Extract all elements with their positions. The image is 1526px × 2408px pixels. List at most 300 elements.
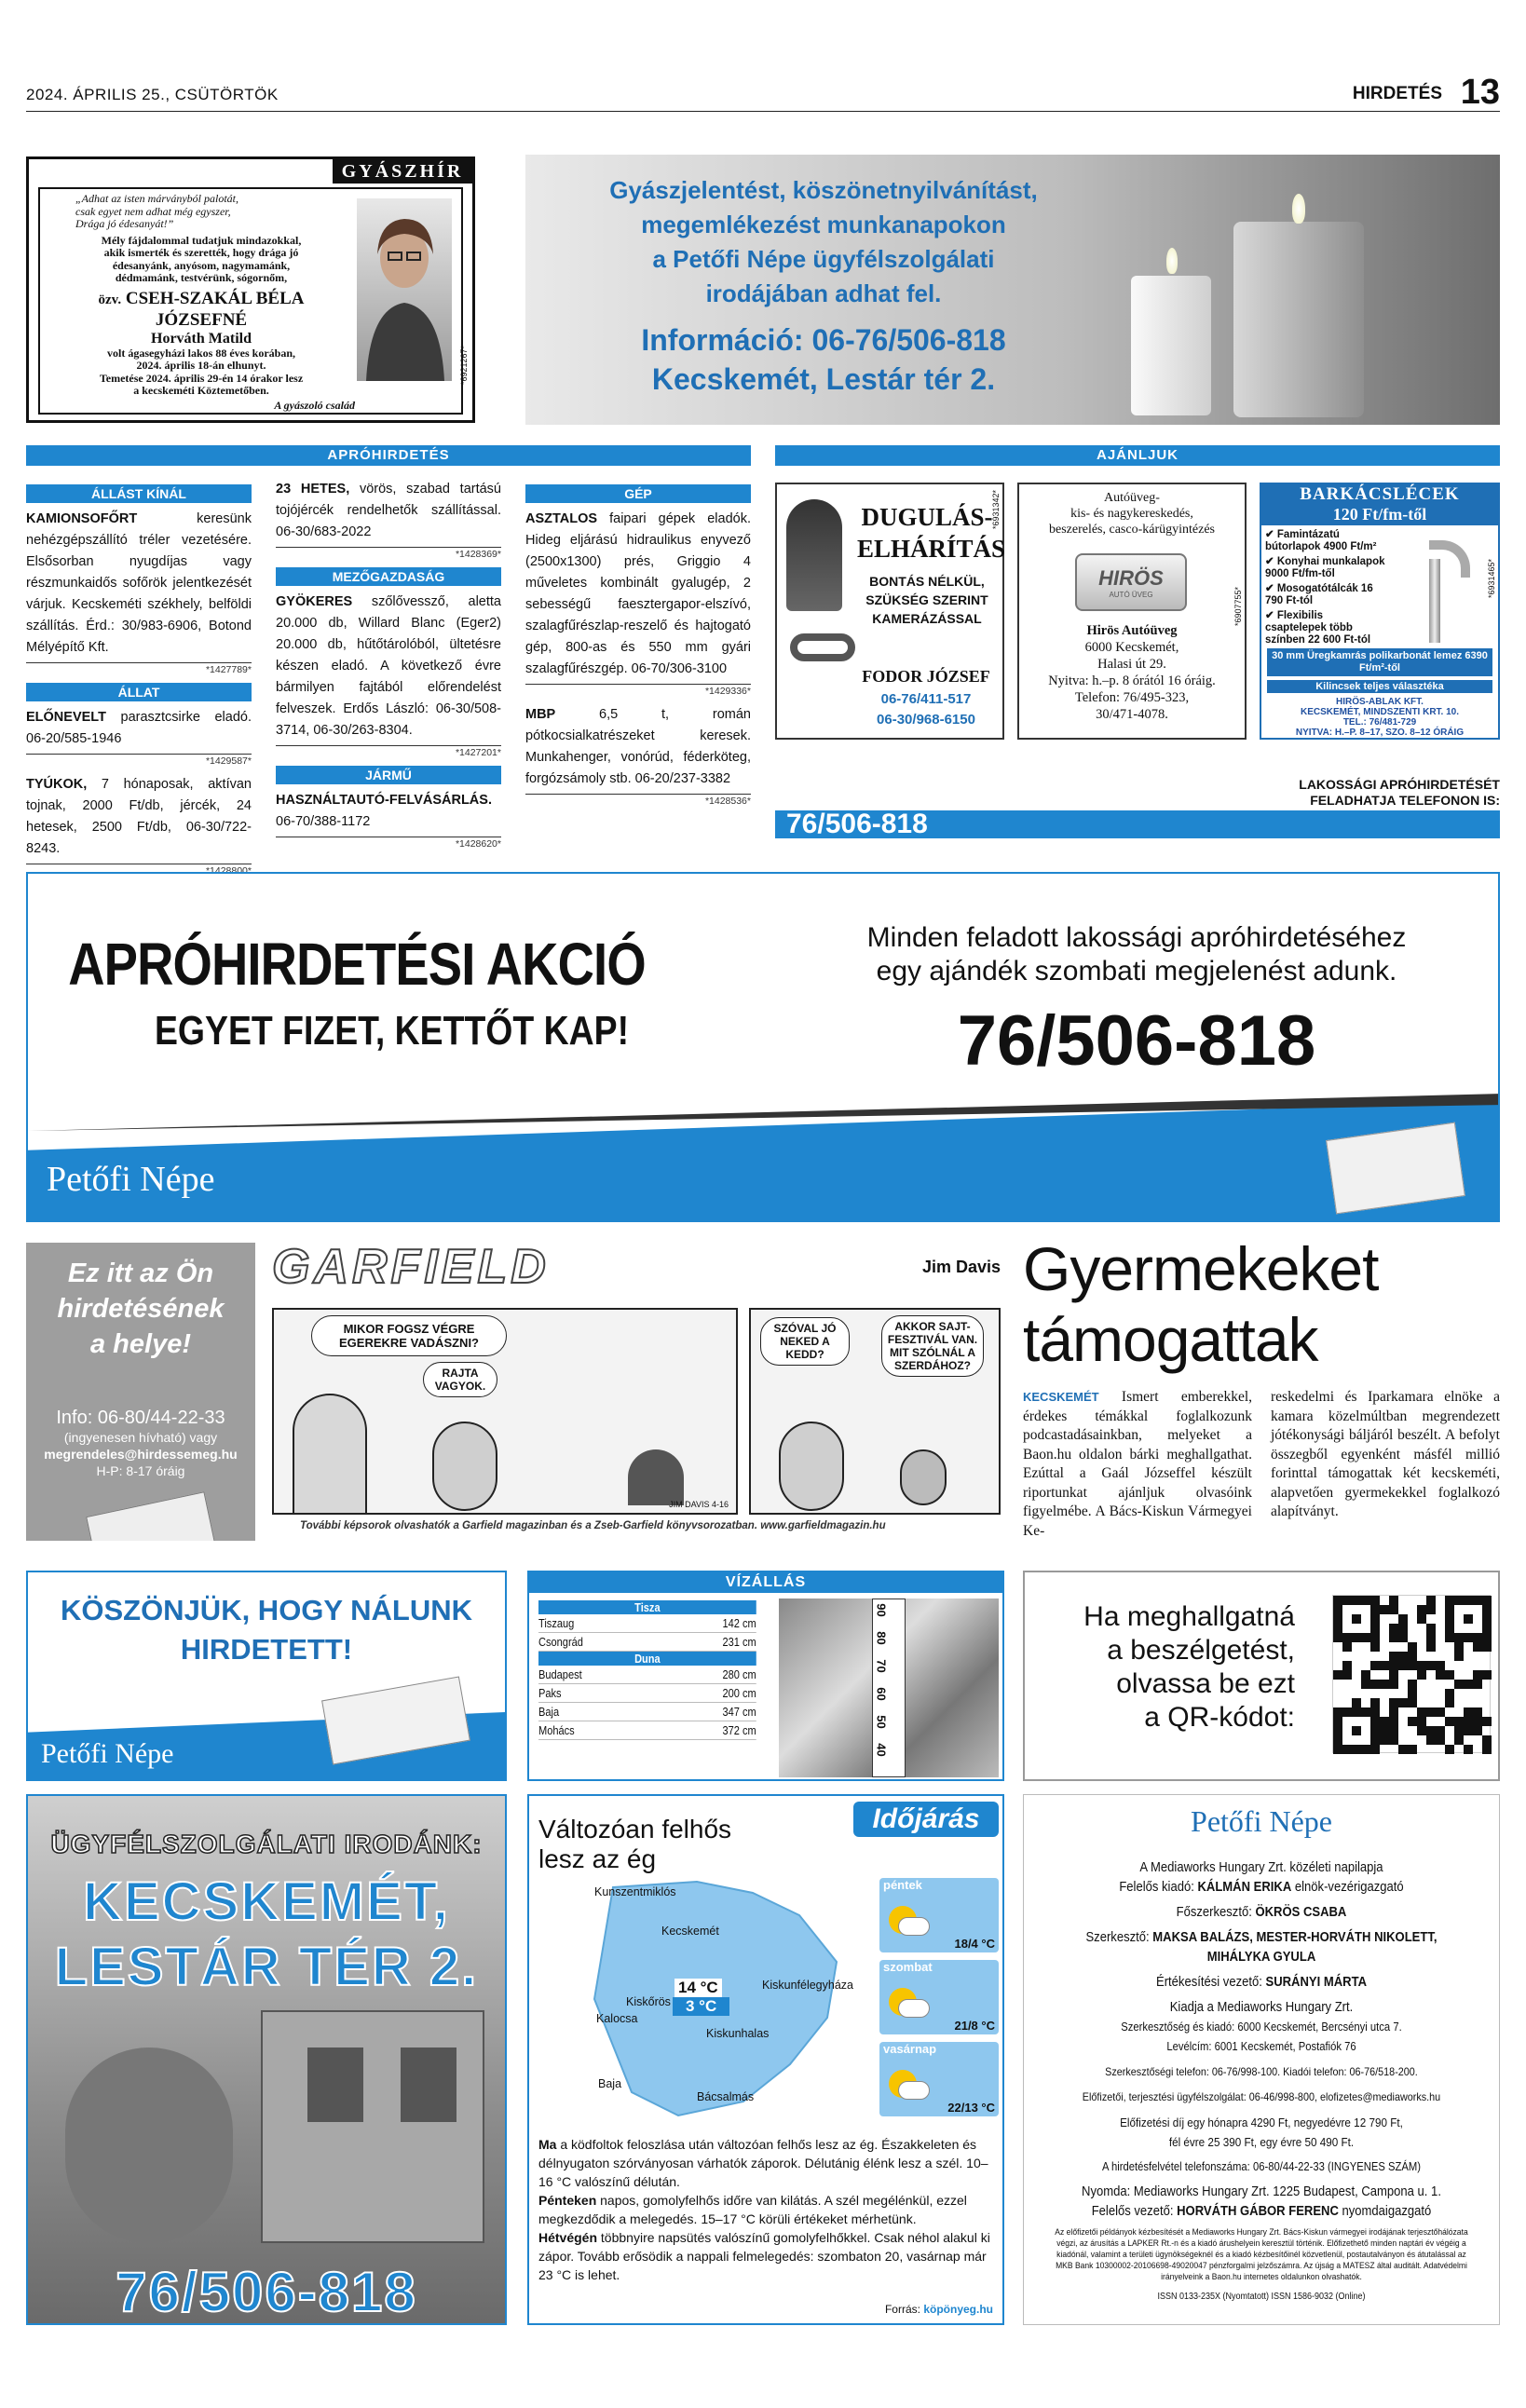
obituary xyxy=(26,156,475,423)
qr-module xyxy=(1454,1596,1464,1605)
qr-module xyxy=(1380,1717,1389,1726)
thanks-brand: Petőfi Népe xyxy=(41,1738,174,1769)
hiros-line: beszerelés, casco-kárügyintézés xyxy=(1048,523,1215,537)
qr-module xyxy=(1398,1698,1408,1707)
qr-module xyxy=(1361,1596,1370,1605)
action-title: APRÓHIRDETÉSI AKCIÓ xyxy=(68,931,646,998)
hiros-addr-line: Halasi út 29. xyxy=(1097,657,1166,672)
forecast-temp: 21/8 °C xyxy=(954,2019,995,2033)
category-header: JÁRMŰ xyxy=(276,766,501,784)
imprint-brand: Petőfi Népe xyxy=(1191,1804,1332,1838)
qr-module xyxy=(1473,1670,1482,1680)
qr-module xyxy=(1482,1614,1492,1624)
window xyxy=(401,2047,456,2122)
qr-module xyxy=(1361,1680,1370,1689)
qr-module xyxy=(1454,1735,1464,1745)
qr-module xyxy=(1464,1680,1473,1689)
obituary-label: GYÁSZHÍR xyxy=(333,159,472,184)
ad-code: *1428800* xyxy=(26,864,252,877)
gauge-label: 80 xyxy=(874,1631,889,1645)
notice-text xyxy=(525,173,1122,399)
forecast-day-name: vasárnap xyxy=(883,2042,937,2056)
water-river-1: Tisza xyxy=(538,1600,756,1614)
article-title: Gyermekeket támogattak xyxy=(1023,1234,1379,1374)
qr-module xyxy=(1408,1717,1417,1726)
forecast-temp: 18/4 °C xyxy=(954,1937,995,1951)
qr-line: a QR-kódot: xyxy=(1144,1702,1295,1733)
dugulas-sub-line: BONTÁS NÉLKÜL, xyxy=(869,574,985,589)
qr-module xyxy=(1445,1670,1454,1680)
article-col-1: KECSKEMÉT Ismert emberekkel, érdekes témákkal foglalkozunk podcastadásainkban, melyeket a Baon.hu oldalon bárki meghallgathat. Ezúttal a Gaál Józseffel készült riportunkat ajánljuk olvasóink figyelmébe. A Bács-Kiskun Vármegyei Ke- xyxy=(1023,1389,1252,1539)
qr-module xyxy=(1426,1633,1436,1642)
qr-module xyxy=(1398,1745,1408,1754)
ad-code: *1427789* xyxy=(26,662,252,675)
classified-ad: ASZTALOS faipari gépek eladók. Hideg eljárású hidraulikus enyvező (2500x1300) prés, Griggio 4 műveletes kombinált gyalugép, 2 sebességű faesztergapor-elszívó, szalagfűrészlap-reszelő és hajtogató gép, 800-as és 550 mm gyári szalagfűrészgép. 06-70/306-3100 xyxy=(525,511,751,676)
qr-module xyxy=(1464,1717,1473,1726)
jon-figure xyxy=(293,1394,367,1515)
forecast-days xyxy=(879,1878,999,2129)
qr-module xyxy=(1352,1745,1361,1754)
classified-ad: ELŐNEVELT parasztcsirke eladó. 06-20/585-1946 xyxy=(26,710,252,746)
qr-module xyxy=(1333,1717,1342,1726)
panel-2 xyxy=(749,1308,1001,1515)
hiros-code: *6907755* xyxy=(1233,587,1243,627)
qr-module xyxy=(1445,1689,1454,1698)
qr-module xyxy=(1445,1596,1454,1605)
qr-module xyxy=(1482,1642,1492,1652)
water-level xyxy=(527,1571,1004,1781)
cloud-icon xyxy=(898,1917,930,1936)
qr-module xyxy=(1482,1745,1492,1754)
obituary-intro-line: dédmamánk, testvérünk, sógornőm, xyxy=(115,271,288,284)
qr-module xyxy=(1454,1680,1464,1689)
barkacs-ad xyxy=(1260,483,1500,740)
map-city: Kecskemét xyxy=(661,1925,719,1938)
hiros-logo: HIRÖS AUTÓ ÜVEG xyxy=(1075,553,1187,611)
obituary-intro-line: akik ismerték és szerették, hogy drága jó xyxy=(103,246,299,259)
action-band xyxy=(28,1101,1500,1222)
hiros-phone-line: Telefon: 76/495-323, xyxy=(1074,690,1190,705)
forecast-day xyxy=(879,1960,999,2034)
qr-module xyxy=(1445,1633,1454,1642)
qr-module xyxy=(1389,1596,1398,1605)
qr-module xyxy=(1370,1698,1380,1707)
qr-module xyxy=(1408,1661,1417,1670)
qr-module xyxy=(1426,1624,1436,1633)
classified-ad: 23 HETES, vörös, szabad tartású tojójércék rendelhetők szállítással. 06-30/683-2022 xyxy=(276,482,501,539)
qr-module xyxy=(1436,1661,1445,1670)
action-desc-1: Minden feladott lakossági apróhirdetéséhez xyxy=(866,922,1407,953)
article-col-2: reskedelmi és Iparkamara elnöke a kamara közelmúltban megrendezett jótékonysági báljáról beszélt. A befolyt összegből egyenként másfél millió forinttal támogattak két kecskeméti, alapvetően gyermekekkel foglalkozó alapítványt. xyxy=(1271,1389,1500,1519)
qr-module xyxy=(1370,1633,1380,1642)
qr-module xyxy=(1464,1633,1473,1642)
water-row: Tiszaug 142 cm xyxy=(538,1614,756,1633)
qr-module xyxy=(1370,1605,1380,1614)
office-ad xyxy=(26,1794,507,2325)
qr-module xyxy=(1454,1642,1464,1652)
action-banner xyxy=(26,872,1500,1222)
phone-note-text: LAKOSSÁGI APRÓHIRDETÉSÉT FELADHATJA TELEFONON IS: xyxy=(1299,777,1500,808)
speech-bubble: SZÓVAL JÓ NEKED A KEDD? xyxy=(760,1317,850,1366)
qr-module xyxy=(1436,1735,1445,1745)
gauge-label: 50 xyxy=(874,1715,889,1729)
qr-module xyxy=(1370,1745,1380,1754)
qr-module xyxy=(1370,1614,1380,1624)
qr-module xyxy=(1333,1745,1342,1754)
obituary-detail-line: a kecskeméti Köztemetőben. xyxy=(133,384,269,397)
category-header: MEZŐGAZDASÁG xyxy=(276,567,501,586)
obituary-sign: A gyászoló család xyxy=(274,398,355,412)
qr-module xyxy=(1436,1726,1445,1735)
classified-ad: KAMIONSOFŐRT keresünk nehézgépszállító tréler vezetésére. Elsősorban nyugdíjas vagy részmunkaidős sofőrök jelentkezését várjuk. Kecskeméti székhely, belföldi szállítás. Érd.: 30/983-6906, Botond Mélyépítő Kft. xyxy=(26,511,252,655)
header-section: HIRDETÉS xyxy=(1352,84,1442,103)
candles-image xyxy=(1103,155,1500,425)
weather-paragraph: Ma a ködfoltok feloszlása után változóan felhős lesz az ég. Északkeleten és délnyugaton szórványosan várhatók záporok. Délutánig élénk lesz a szél. 10–16 °C valószínű délután. xyxy=(538,2137,988,2189)
notice-address: Kecskemét, Lestár tér 2. xyxy=(651,362,996,396)
garfield-footer: További képsorok olvashatók a Garfield magazinban és a Zseb-Garfield könyvsorozatban. www.garfieldmagazin.hu xyxy=(300,1520,886,1531)
classified-ad: TYÚKOK, 7 hónaposak, aktívan tojnak, 2000 Ft/db, jércék, 24 hetesek, 2500 Ft/db, 06-30/722-8243. xyxy=(26,777,252,856)
hiros-lines xyxy=(1027,490,1237,537)
qr-module xyxy=(1417,1717,1426,1726)
barkacs-item: ✔ Famintázatú bútorlapok 4900 Ft/m² xyxy=(1265,529,1377,552)
classified-ad: GYÖKERES szőlővessző, aletta 20.000 db, Willard Blanc (Eger2) 20.000 db, hűtőtárolóból, ültetésre készen eladó. A következő évre bármilyen fajtából előrendelést felveszek. Erdős László: 06-30/508-3714, 06-30/263-8304. xyxy=(276,594,501,738)
qr-module xyxy=(1352,1707,1361,1717)
qr-module xyxy=(1454,1717,1464,1726)
flame-2 xyxy=(1292,194,1305,224)
qr-module xyxy=(1426,1605,1436,1614)
qr-module xyxy=(1342,1745,1352,1754)
classified-ad: HASZNÁLTAUTÓ-FELVÁSÁRLÁS. 06-70/388-1172 xyxy=(276,793,492,829)
hiros-line: kis- és nagykereskedés, xyxy=(1070,507,1193,521)
weather-paragraph: Pénteken napos, gomolyfelhős időre van kilátás. A szél megélénkül, ezzel megkezdődik a melegedés. 15–17 °C körüli értékeket mérhetünk. xyxy=(538,2193,967,2226)
header-date: 2024. ÁPRILIS 25., CSÜTÖRTÖK xyxy=(26,86,279,103)
offer-title: AJÁNLJUK xyxy=(775,445,1500,466)
thanks-ad xyxy=(26,1571,507,1781)
garfield-sign: JIM DAVIS 4-16 xyxy=(669,1500,729,1509)
mousehole xyxy=(628,1449,684,1505)
weather-paragraph: Hétvégén többnyire napsütés valószínű gomolyfelhőkkel. Csak néhol alakul ki zápor. Tovább erősödik a nappali felmelegedés: szombaton 20, vasárnap már 23 °C is lehet. xyxy=(538,2230,990,2282)
qr-module xyxy=(1370,1596,1380,1605)
qr-module xyxy=(1445,1624,1454,1633)
garfield-author: Jim Davis xyxy=(921,1258,1001,1276)
qr-module xyxy=(1333,1633,1342,1642)
obituary-text xyxy=(48,193,355,412)
qr-module xyxy=(1352,1698,1361,1707)
dugulas-title: DUGULÁS- ELHÁRÍTÁS xyxy=(857,503,1006,563)
qr-module xyxy=(1482,1596,1492,1605)
weather-source: Forrás: köpönyeg.hu xyxy=(884,2303,993,2316)
qr-module xyxy=(1473,1596,1482,1605)
qr-module xyxy=(1333,1614,1342,1624)
barkacs-code: *6931465* xyxy=(1487,559,1496,599)
qr-module xyxy=(1352,1596,1361,1605)
qr-module xyxy=(1408,1698,1417,1707)
gauge-ruler xyxy=(872,1599,906,1777)
dugulas-phone-1: 06-76/411-517 xyxy=(880,691,972,707)
gauge-label: 90 xyxy=(874,1603,889,1617)
gauge-label: 60 xyxy=(874,1687,889,1701)
obituary-intro-line: édesanyánk, anyósom, nagymamánk, xyxy=(112,258,291,272)
ad-code: *1429587* xyxy=(26,754,252,767)
adspace-ad xyxy=(26,1243,255,1541)
qr-module xyxy=(1417,1605,1426,1614)
qr-module xyxy=(1380,1605,1389,1614)
map-city: Bácsalmás xyxy=(697,2090,755,2103)
classifieds-col-3 xyxy=(525,479,751,814)
qr-module xyxy=(1473,1726,1482,1735)
qr-module xyxy=(1445,1745,1454,1754)
window xyxy=(307,2047,363,2122)
classifieds-col-1 xyxy=(26,479,252,884)
map-city: Baja xyxy=(598,2077,622,2090)
obituary-photo xyxy=(357,198,452,381)
article xyxy=(1023,1233,1500,1550)
hiros-ad xyxy=(1017,483,1247,740)
qr-module xyxy=(1417,1707,1426,1717)
category-header: ÁLLÁST KÍNÁL xyxy=(26,484,252,503)
qr-module xyxy=(1333,1670,1342,1680)
office-title: ÜGYFÉLSZOLGÁLATI IRODÁNK: xyxy=(50,1830,483,1858)
qr-module xyxy=(1389,1680,1398,1689)
qr-module xyxy=(1445,1614,1454,1624)
qr-module xyxy=(1445,1698,1454,1707)
qr-module xyxy=(1389,1735,1398,1745)
water-row: Mohács 372 cm xyxy=(538,1721,756,1740)
qr-module xyxy=(1333,1605,1342,1614)
garfield-figure xyxy=(779,1422,844,1511)
qr-line: Ha meghallgatná xyxy=(1083,1601,1295,1632)
building xyxy=(261,2010,484,2243)
qr-module xyxy=(1380,1726,1389,1735)
ad-code: *1427201* xyxy=(276,745,501,758)
qr-module xyxy=(1389,1717,1398,1726)
speech-bubble: MIKOR FOGSZ VÉGRE EGEREKRE VADÁSZNI? xyxy=(311,1315,507,1356)
map-city: Kunszentmiklós xyxy=(594,1885,676,1898)
obituary-poem-line: Drága jó édesanyát!” xyxy=(75,217,174,230)
qr-module xyxy=(1333,1596,1342,1605)
qr-module xyxy=(1464,1614,1473,1624)
barkacs-items xyxy=(1265,529,1386,649)
weather-map xyxy=(557,1878,865,2120)
cloud-icon xyxy=(898,2081,930,2100)
obituary-poem-line: csak egyet nem adhat még egyszer, xyxy=(75,204,231,218)
barkacs-promo-2: Kilincsek teljes választéka xyxy=(1267,680,1492,693)
water-table xyxy=(538,1600,756,1740)
notice-line: irodájában adhat fel. xyxy=(705,279,942,307)
hiros-line: Autóüveg- xyxy=(1104,491,1160,505)
candle-1 xyxy=(1131,276,1211,415)
qr-module xyxy=(1454,1726,1464,1735)
qr-module xyxy=(1380,1735,1389,1745)
thanks-text: KÖSZÖNJÜK, HOGY NÁLUNK HIRDETETT! xyxy=(60,1594,473,1666)
forecast-temp: 22/13 °C xyxy=(947,2101,995,2115)
action-desc-2: egy ajándék szombati megjelenést adunk. xyxy=(876,956,1397,986)
map-city: Kiskunhalas xyxy=(706,2027,770,2040)
qr-module xyxy=(1389,1726,1398,1735)
qr-module xyxy=(1426,1726,1436,1735)
phone-note-number: 76/506-818 xyxy=(786,809,928,839)
qr-module xyxy=(1464,1596,1473,1605)
mouse-figure xyxy=(900,1449,947,1505)
temp-min: 3 °C xyxy=(673,1997,729,2016)
qr-module xyxy=(1445,1605,1454,1614)
adspace-info: Info: 06-80/44-22-33 (ingyenesen hívható) vagy megrendeles@hirdessemeg.hu H-P: 8-17 óráig xyxy=(44,1408,238,1478)
dugulas-sub xyxy=(857,572,997,628)
qr-module xyxy=(1370,1726,1380,1735)
qr-line: a beszélgetést, xyxy=(1107,1635,1295,1666)
qr-module xyxy=(1370,1661,1380,1670)
ad-code: *1429336* xyxy=(525,684,751,697)
qr-module xyxy=(1482,1670,1492,1680)
obituary-intro-line: Mély fájdalommal tudatjuk mindazokkal, xyxy=(101,233,302,247)
water-row: Paks 200 cm xyxy=(538,1684,756,1703)
obituary-details xyxy=(48,347,355,398)
dugulas-name: FODOR JÓZSEF xyxy=(862,667,990,686)
qr-module xyxy=(1342,1596,1352,1605)
qr-module xyxy=(1408,1680,1417,1689)
qr-module xyxy=(1417,1614,1426,1624)
qr-module xyxy=(1380,1680,1389,1689)
qr-line: olvassa be ezt xyxy=(1116,1668,1295,1699)
weather xyxy=(527,1794,1004,2325)
candle-2 xyxy=(1233,222,1364,417)
water-row: Budapest 280 cm xyxy=(538,1666,756,1684)
qr-module xyxy=(1482,1633,1492,1642)
newspaper-icon xyxy=(86,1491,218,1541)
ad-code: *1428536* xyxy=(525,794,751,807)
qr-module xyxy=(1408,1689,1417,1698)
water-row: Csongrád 231 cm xyxy=(538,1633,756,1652)
qr-module xyxy=(1473,1707,1482,1717)
qr-module xyxy=(1408,1652,1417,1661)
qr-module xyxy=(1464,1745,1473,1754)
qr-module xyxy=(1380,1661,1389,1670)
map-city: Kalocsa xyxy=(596,2012,638,2025)
qr-module xyxy=(1370,1717,1380,1726)
water-title: VÍZÁLLÁS xyxy=(529,1572,1002,1593)
notice-line: megemlékezést munkanapokon xyxy=(641,211,1006,238)
qr-module xyxy=(1333,1726,1342,1735)
forecast-day xyxy=(879,1878,999,1952)
qr-module xyxy=(1398,1633,1408,1642)
dugulas-code: *6931342* xyxy=(991,490,1001,530)
qr-module xyxy=(1473,1680,1482,1689)
speech-bubble: RAJTA VAGYOK. xyxy=(423,1362,497,1397)
hiros-addr-line: 6000 Kecskemét, xyxy=(1084,640,1179,655)
qr-module xyxy=(1398,1652,1408,1661)
barkacs-contact: HIRÖS-ABLAK KFT. KECSKEMÉT, MINDSZENTI KRT. 10. TEL.: 76/481-729 NYITVA: H.–P. 8–17, SZO. 8–12 ÓRÁIG xyxy=(1295,697,1465,738)
action-brand: Petőfi Népe xyxy=(47,1160,215,1199)
ad-code: *1428620* xyxy=(276,837,501,850)
dugulas-sub-line: SZÜKSÉG SZERINT xyxy=(865,592,988,607)
qr-module xyxy=(1445,1717,1454,1726)
qr-module xyxy=(1342,1661,1352,1670)
action-phone: 76/506-818 xyxy=(957,1001,1316,1081)
qr-ad xyxy=(1023,1571,1500,1781)
barkacs-header: BARKÁCSLÉCEK 120 Ft/fm-től xyxy=(1261,484,1498,525)
classifieds-col-2 xyxy=(276,479,501,857)
classified-ad: MBP 6,5 t, román pótkocsialkatrészeket keresek. Munkahenger, vonórúd, féderköteg, forgózsámoly stb. 06-20/237-3382 xyxy=(525,707,751,786)
qr-code[interactable] xyxy=(1332,1595,1491,1753)
gauge-label: 40 xyxy=(874,1743,889,1757)
qr-module xyxy=(1417,1726,1426,1735)
qr-module xyxy=(1473,1633,1482,1642)
dugulas-sub-line: KAMERÁZÁSSAL xyxy=(872,611,982,626)
notice-info: Információ: 06-76/506-818 xyxy=(641,323,1006,357)
qr-module xyxy=(1426,1596,1436,1605)
map-city: Kiskunfélegyháza xyxy=(762,1979,853,1992)
obituary-detail-line: Temetése 2024. április 29-én 14 órakor lesz xyxy=(99,371,304,385)
qr-module xyxy=(1342,1707,1352,1717)
action-subtitle: EGYET FIZET, KETTŐT KAP! xyxy=(154,1008,630,1054)
water-row: Baja 347 cm xyxy=(538,1703,756,1721)
qr-module xyxy=(1370,1707,1380,1717)
qr-module xyxy=(1342,1670,1352,1680)
page-header xyxy=(26,73,1500,112)
faucet-icon xyxy=(1401,531,1476,643)
garfield-strip xyxy=(272,1239,1001,1546)
forecast-day xyxy=(879,2042,999,2116)
garfield-title: GARFIELD xyxy=(272,1240,550,1294)
qr-module xyxy=(1333,1707,1342,1717)
notice-banner xyxy=(525,155,1500,425)
category-header: GÉP xyxy=(525,484,751,503)
dugulas-phone-2: 06-30/968-6150 xyxy=(877,712,975,728)
obituary-intro xyxy=(48,235,355,285)
qr-module xyxy=(1389,1707,1398,1717)
qr-module xyxy=(1473,1717,1482,1726)
map-city: Kiskőrös xyxy=(626,1995,671,2008)
qr-module xyxy=(1361,1707,1370,1717)
forecast-day-name: péntek xyxy=(883,1878,922,1892)
barkacs-promo-1: 30 mm Üregkamrás polikarbonát lemez 6390 Ft/m²-től xyxy=(1267,648,1492,676)
tree xyxy=(65,2047,233,2243)
qr-module xyxy=(1454,1633,1464,1642)
adspace-headline: Ez itt az Ön hirdetésének a helye! xyxy=(57,1258,225,1359)
qr-module xyxy=(1370,1624,1380,1633)
panel-1 xyxy=(272,1308,738,1515)
flame-1 xyxy=(1166,248,1178,274)
barkacs-item: ✔ Flexibilis csaptelepek több színben 22 600 Ft-tól xyxy=(1265,610,1371,646)
imprint xyxy=(1023,1794,1500,2325)
plunger-icon xyxy=(786,499,842,611)
qr-module xyxy=(1417,1670,1426,1680)
barkacs-item: ✔ Konyhai munkalapok 9000 Ft/fm-től xyxy=(1265,556,1385,579)
dugulas-ad xyxy=(775,483,1004,740)
qr-module xyxy=(1342,1633,1352,1642)
qr-module xyxy=(1482,1717,1492,1726)
hiros-phone-line: 30/471-4078. xyxy=(1096,707,1168,722)
gauge-label: 70 xyxy=(874,1659,889,1673)
qr-module xyxy=(1436,1707,1445,1717)
qr-module xyxy=(1361,1745,1370,1754)
category-header: ÁLLAT xyxy=(26,683,252,701)
qr-module xyxy=(1408,1642,1417,1652)
water-river-2: Duna xyxy=(538,1652,756,1666)
office-street: LESTÁR TÉR 2. xyxy=(54,1937,479,1997)
speech-bubble: AKKOR SAJT-FESZTIVÁL VAN. MIT SZÓLNÁL A SZERDÁHOZ? xyxy=(881,1315,984,1377)
obituary-name: özv. CSEH-SZAKÁL BÉLA xyxy=(98,288,305,308)
hiros-info: Hirös Autóüveg 6000 Kecskemét, Halasi út 29. Nyitva: h.–p. 8 órától 16 óráig. Telefon: 76/495-323, 30/471-4078. xyxy=(1025,622,1239,723)
qr-module xyxy=(1389,1605,1398,1614)
barkacs-item: ✔ Mosogatótálcák 16 790 Ft-tól xyxy=(1265,583,1373,606)
qr-module xyxy=(1464,1726,1473,1735)
qr-module xyxy=(1352,1726,1361,1735)
office-phone: 76/506-818 xyxy=(116,2261,417,2323)
page-number: 13 xyxy=(1460,73,1500,112)
qr-module xyxy=(1426,1661,1436,1670)
obituary-poem xyxy=(75,193,355,231)
